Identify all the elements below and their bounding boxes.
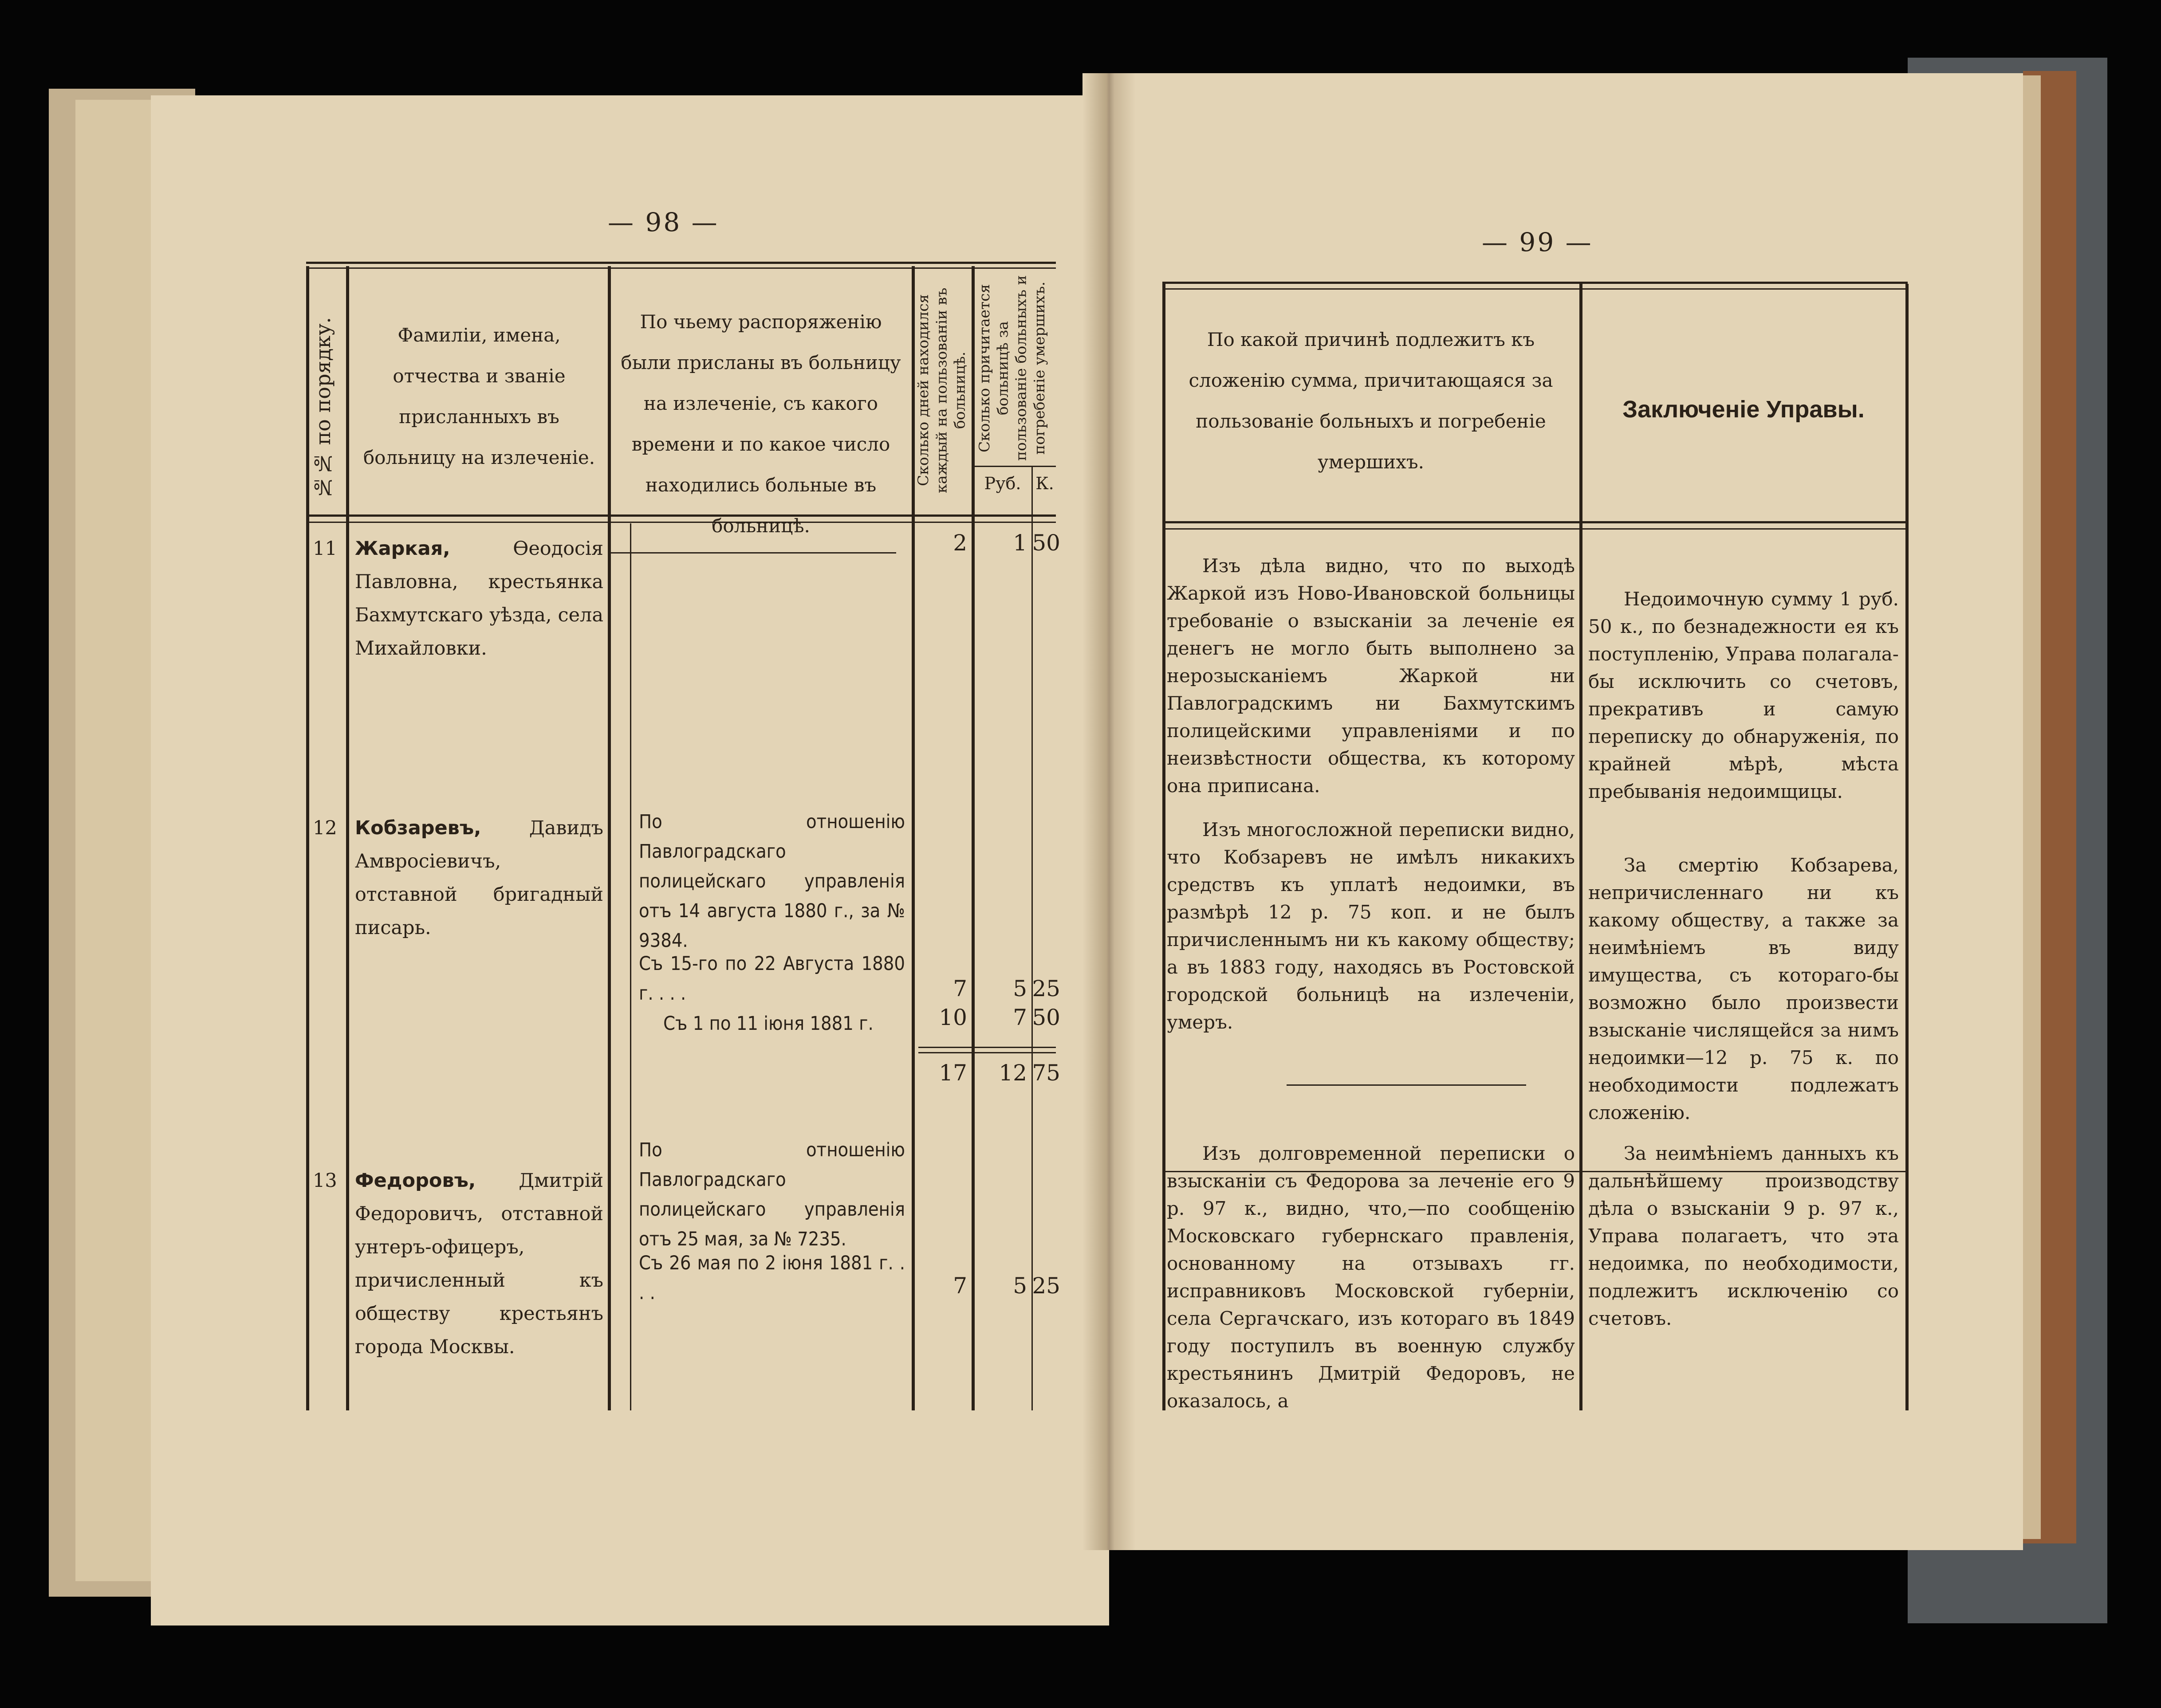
header-order-number: №№ по порядку. <box>311 317 335 499</box>
row-12-period-1: Съ 15-го по 22 Августа 1880 г. . . . <box>639 953 905 1005</box>
header-reason: По какой причинѣ подлежитъ къ сложенію сумма, причитающаяся за пользованіе больныхъ и погребеніе умершихъ. <box>1189 329 1553 473</box>
row-12-total-kop: 75 <box>1032 1060 1060 1086</box>
right-col-rule-3 <box>1905 284 1909 1410</box>
col-rule-1 <box>306 266 309 1410</box>
row-12-total-rub: 12 <box>999 1060 1027 1086</box>
row-11-days: 2 <box>953 530 967 556</box>
row-12-period-2: Съ 1 по 11 іюня 1881 г. <box>663 1013 874 1035</box>
row-13-rub: 5 <box>1013 1273 1027 1299</box>
col-rule-3 <box>608 266 611 1410</box>
row-11-name: Жаркая, Ѳеодосія Павловна, крестьянка Бахмутскаго уѣзда, села Михайловки. <box>355 538 603 660</box>
header-conclusion: Заключеніе Управы. <box>1622 396 1865 423</box>
row-12-days-2: 10 <box>939 1005 967 1030</box>
row-11-conclusion: Недоимочную сумму 1 руб. 50 к., по безнадежности ея къ поступленію, Управа полагала-бы исключить со счетовъ, прекративъ и самую переписку до обнаруженія, по крайней мѣрѣ, мѣста пребыванія недоимщицы. <box>1588 588 1899 802</box>
row-12-rub-1: 5 <box>1013 976 1027 1001</box>
row-11-reason: Изъ дѣла видно, что по выходѣ Жаркой изъ Ново-Ивановской больницы требованіе о взысканіи за леченіе ея денегъ не могло быть выполнено за нерозысканіемъ Жаркой ни Павлоградскимъ ни Бахмутскимъ полицейскими управленіями и по неизвѣстности общества, къ которому она приписана. <box>1167 555 1575 797</box>
header-kop: К. <box>1035 474 1054 493</box>
row-12-name: Кобзаревъ, Давидъ Амвросіевичъ, отставной бригадный писарь. <box>355 817 603 939</box>
row-12-order-ref: По отношенію Павлоградскаго полицейскаго управленія отъ 14 августа 1880 г., за № 9384. <box>639 811 905 952</box>
col-rule-3b <box>630 523 631 1410</box>
row-11-number: 11 <box>313 538 337 560</box>
book-gutter <box>1082 73 1136 1550</box>
row-13-name: Федоровъ, Дмитрій Федоровичъ, отставной унтеръ-офицеръ, причисленный къ обществу крестьянъ города Москвы. <box>355 1170 603 1358</box>
row-12-conclusion: За смертію Кобзарева, непричисленнаго ни къ какому обществу, а также за неимѣніемъ въ виду имущества, съ котораго-бы возможно было произвести взысканіе числящейся за нимъ недоимки—12 р. 75 к. по необходимости подлежатъ сложенію. <box>1588 854 1899 1123</box>
row-13-number: 13 <box>313 1170 337 1192</box>
page-number-right: — 99 — <box>1482 227 1593 257</box>
col-rule-6 <box>1031 466 1033 1410</box>
row-13-order-ref: По отношенію Павлоградскаго полицейскаго управленія отъ 25 мая, за № 7235. <box>639 1139 905 1250</box>
row-13-reason: Изъ долговременной переписки о взысканіи съ Федорова за леченіе его 9 р. 97 к., видно, что,—по сообщенію Московскаго губернскаго правленія, основанному на отзывахъ гг. исправниковъ Московской губерніи, села Сергачскаго, изъ котораго въ 1849 году поступилъ въ военную службу крестьянинъ Дмитрій Федоровъ, не оказалось, а <box>1167 1143 1575 1412</box>
col-rule-5 <box>972 266 975 1410</box>
header-days: Сколько дней находился каждый на пользованіи въ больницѣ. <box>914 287 968 493</box>
header-names: Фамиліи, имена, отчества и званіе присланныхъ въ больницу на излеченіе. <box>363 324 595 468</box>
header-rub: Руб. <box>984 474 1021 493</box>
right-header-bottom-rule-thin <box>1162 528 1908 530</box>
row11-dash <box>608 552 896 554</box>
row-12-days-1: 7 <box>953 976 967 1001</box>
row-11-kop: 50 <box>1032 530 1060 556</box>
row-12-reason: Изъ многосложной переписки видно, что Кобзаревъ не имѣлъ никакихъ средствъ къ уплатѣ недоимки, въ размѣрѣ 12 р. 75 коп. и не былъ причисленнымъ ни къ какому обществу; а въ 1883 году, находясь въ Ростовской городской больницѣ на излеченіи, умеръ. <box>1167 819 1575 1033</box>
rub-kop-rule <box>972 466 1056 467</box>
row-13-kop: 25 <box>1032 1273 1060 1299</box>
row-12-number: 12 <box>313 817 337 839</box>
right-table-top-rule-thin <box>1162 288 1908 290</box>
header-amount-due: Сколько причитается больницѣ за пользованіе больныхъ и погребеніе умершихъ. <box>976 275 1048 461</box>
right-col-rule-2 <box>1579 284 1582 1410</box>
page-number-left: — 98 — <box>608 207 719 237</box>
row-12-kop-1: 25 <box>1032 976 1060 1001</box>
col-rule-2 <box>346 266 349 1410</box>
row-13-period: Съ 26 мая по 2 іюня 1881 г. . . . <box>639 1252 905 1304</box>
row-12-sum-rule-2 <box>918 1052 1056 1053</box>
row-13-conclusion: За неимѣніемъ данныхъ къ дальнѣйшему производству дѣла о взысканіи 9 р. 97 к., Управа полагаетъ, что эта недоимка, по необходимости, подлежитъ исключенію со счетовъ. <box>1588 1143 1899 1329</box>
right-header-bottom-rule <box>1162 521 1908 523</box>
row-12-total-days: 17 <box>939 1060 967 1086</box>
row-13-days: 7 <box>953 1273 967 1299</box>
table-top-rule <box>306 262 1056 264</box>
row-11-rub: 1 <box>1013 530 1027 556</box>
table-top-rule-thin <box>306 267 1056 269</box>
right-row12-rule <box>1287 1084 1526 1086</box>
row-12-rub-2: 7 <box>1013 1005 1027 1030</box>
right-col-rule-1 <box>1162 284 1165 1410</box>
row-12-kop-2: 50 <box>1032 1005 1060 1030</box>
header-orders: По чьему распоряженію были присланы въ больницу на излеченіе, съ какого времени и по какое число находились больные въ больницѣ. <box>621 311 901 537</box>
row-12-sum-rule <box>918 1047 1056 1048</box>
right-table-top-rule <box>1162 282 1908 284</box>
